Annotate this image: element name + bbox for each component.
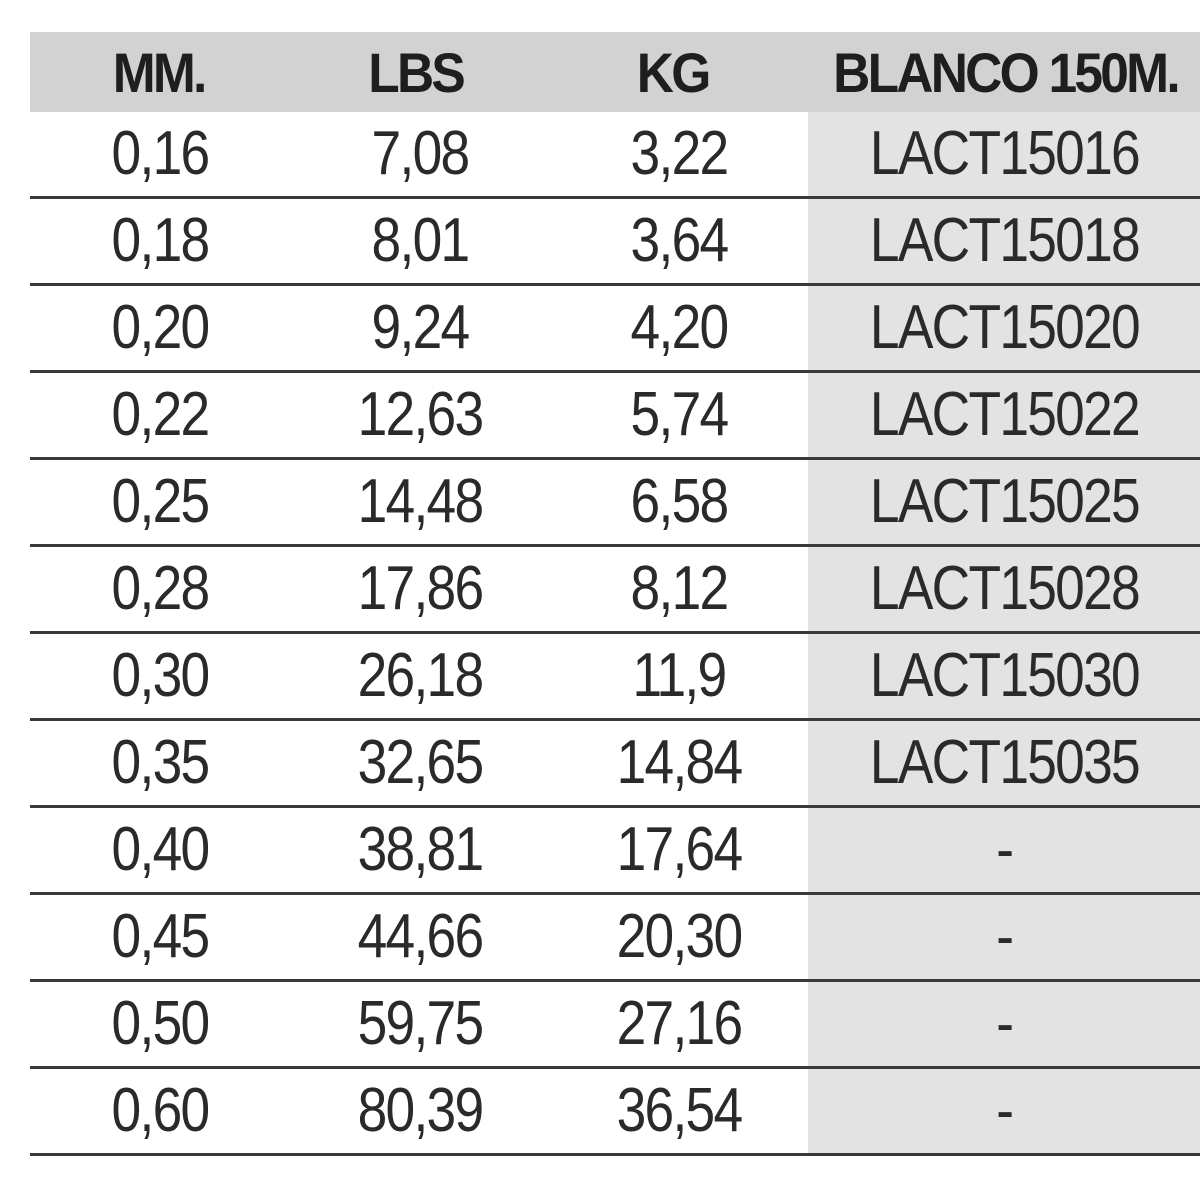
cell-kg: 20,30 (616, 902, 742, 971)
table-row (30, 286, 1200, 373)
cell-mm: 0,30 (111, 641, 209, 710)
cell-kg: 14,84 (616, 728, 742, 797)
cell-code-text: - (995, 902, 1013, 971)
cell-code-text: LACT15020 (869, 293, 1139, 362)
cell-mm: 0,40 (111, 815, 209, 884)
cell-mm: 0,16 (111, 119, 209, 188)
cell-mm: 0,50 (111, 989, 209, 1058)
cell-mm: 0,28 (111, 554, 209, 623)
cell-code (808, 895, 1200, 979)
table-row (30, 895, 1200, 982)
cell-kg: 27,16 (616, 989, 742, 1058)
cell-code (808, 547, 1200, 631)
cell-lbs: 38,81 (357, 815, 483, 884)
cell-lbs: 32,65 (357, 728, 483, 797)
cell-mm: 0,22 (111, 380, 209, 449)
cell-code (808, 808, 1200, 892)
cell-code (808, 721, 1200, 805)
table-header (30, 32, 1200, 112)
cell-lbs: 26,18 (357, 641, 483, 710)
cell-code-text: LACT15016 (869, 119, 1139, 188)
table-row (30, 982, 1200, 1069)
cell-lbs: 17,86 (357, 554, 483, 623)
table-row (30, 199, 1200, 286)
header-kg: KG (636, 40, 709, 104)
cell-code (808, 112, 1200, 196)
cell-lbs: 8,01 (371, 206, 469, 275)
cell-code (808, 634, 1200, 718)
cell-lbs: 12,63 (357, 380, 483, 449)
cell-code (808, 199, 1200, 283)
cell-code-text: LACT15022 (869, 380, 1139, 449)
cell-kg: 17,64 (616, 815, 742, 884)
cell-lbs: 14,48 (357, 467, 483, 536)
cell-lbs: 44,66 (357, 902, 483, 971)
table-row (30, 1069, 1200, 1156)
cell-code (808, 1069, 1200, 1153)
cell-lbs: 80,39 (357, 1076, 483, 1145)
cell-code-text: LACT15030 (869, 641, 1139, 710)
cell-lbs: 9,24 (371, 293, 469, 362)
table-row (30, 373, 1200, 460)
cell-mm: 0,20 (111, 293, 209, 362)
cell-code (808, 286, 1200, 370)
cell-code (808, 982, 1200, 1066)
cell-kg: 3,22 (630, 119, 728, 188)
cell-mm: 0,18 (111, 206, 209, 275)
cell-kg: 6,58 (630, 467, 728, 536)
header-lbs: LBS (368, 40, 464, 104)
table-row (30, 112, 1200, 199)
cell-kg: 3,64 (630, 206, 728, 275)
cell-code-text: LACT15028 (869, 554, 1139, 623)
table-body (30, 112, 1200, 1156)
table-row (30, 721, 1200, 808)
cell-mm: 0,60 (111, 1076, 209, 1145)
cell-kg: 4,20 (630, 293, 728, 362)
cell-kg: 5,74 (630, 380, 728, 449)
header-blanco-150m: BLANCO 150M. (833, 40, 1178, 104)
cell-lbs: 59,75 (357, 989, 483, 1058)
cell-mm: 0,35 (111, 728, 209, 797)
cell-kg: 11,9 (632, 641, 726, 710)
table-row (30, 460, 1200, 547)
cell-code-text: - (995, 989, 1013, 1058)
table-row (30, 547, 1200, 634)
cell-code-text: - (995, 815, 1013, 884)
cell-code-text: - (995, 1076, 1013, 1145)
cell-code (808, 460, 1200, 544)
table-row (30, 634, 1200, 721)
cell-kg: 36,54 (616, 1076, 742, 1145)
cell-code (808, 373, 1200, 457)
cell-lbs: 7,08 (371, 119, 469, 188)
cell-code-text: LACT15018 (869, 206, 1139, 275)
header-mm: MM. (112, 40, 205, 104)
cell-code-text: LACT15025 (869, 467, 1139, 536)
table-row (30, 808, 1200, 895)
cell-code-text: LACT15035 (869, 728, 1139, 797)
cell-mm: 0,25 (111, 467, 209, 536)
cell-kg: 8,12 (630, 554, 728, 623)
line-spec-table (30, 32, 1200, 1156)
cell-mm: 0,45 (111, 902, 209, 971)
